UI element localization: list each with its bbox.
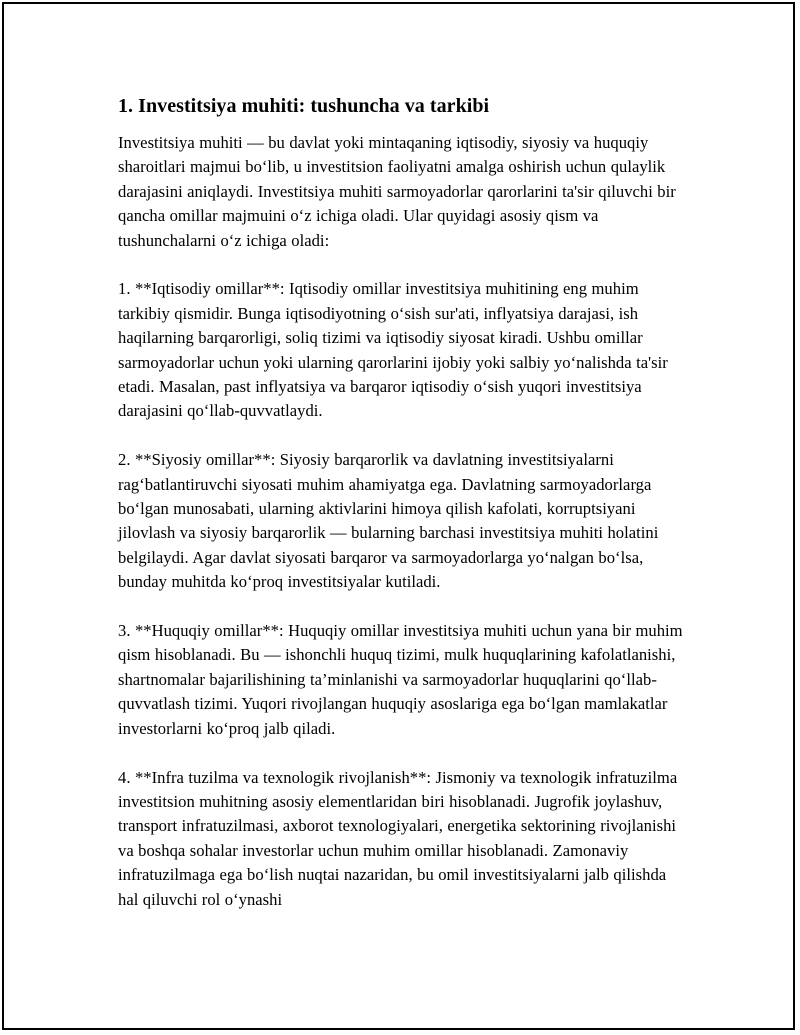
document-body: [118, 93, 690, 936]
section-heading: 1. Investitsiya muhiti: tushuncha va tarkibi: [118, 95, 490, 117]
legal-factors-paragraph: 3. **Huquqiy omillar**: Huquqiy omillar investitsiya muhiti uchun yana bir muhim qism hisoblanadi. Bu — ishonchli huquq tizimi, mulk huquqlarining kafolatlanishi, shartnomalar bajarilishining ta’minlanishi va sarmoyadorlar huquqlarini qo‘llab-quvvatlash tizimi. Yuqori rivojlangan huquqiy asoslariga ega bo‘lgan mamlakatlar investorlarni ko‘proq jalb qiladi.: [118, 621, 683, 738]
economic-factors-paragraph: 1. **Iqtisodiy omillar**: Iqtisodiy omillar investitsiya muhitining eng muhim tarkibiy qismidir. Bunga iqtisodiyotning o‘sish sur'ati, inflyatsiya darajasi, ish haqilarning barqarorligi, soliq tizimi va iqtisodiy siyosat kiradi. Ushbu omillar sarmoyadorlar uchun yoki ularning qarorlarini ijobiy yoki salbiy yo‘nalishda ta'sir etadi. Masalan, past inflyatsiya va barqaror iqtisodiy o‘sish yuqori investitsiya darajasini qo‘llab-quvvatlaydi.: [118, 279, 668, 421]
infrastructure-paragraph: 4. **Infra tuzilma va texnologik rivojlanish**: Jismoniy va texnologik infratuzilma investitsion muhitning asosiy elementlaridan biri hisoblanadi. Jugrofik joylashuv, transport infratuzilmasi, axborot texnologiyalari, energetika sektorining rivojlanishi va boshqa sohalar investorlar uchun muhim omillar hisoblanadi. Zamonaviy infratuzilmaga ega bo‘lish nuqtai nazaridan, bu omil investitsiyalarni jalb qilishda hal qiluvchi rol o‘ynashi: [118, 767, 678, 909]
intro-paragraph: Investitsiya muhiti — bu davlat yoki mintaqaning iqtisodiy, siyosiy va huquqiy sharoitlari majmui bo‘lib, u investitsion faoliyatni amalga oshirish uchun qulaylik darajasini aniqlaydi. Investitsiya muhiti sarmoyadorlar qarorlarini ta'sir qiluvchi bir qancha omillar majmuini o‘z ichiga oladi. Ular quyidagi asosiy qism va tushunchalarni o‘z ichiga oladi:: [118, 133, 676, 250]
political-factors-paragraph: 2. **Siyosiy omillar**: Siyosiy barqarorlik va davlatning investitsiyalarni rag‘batlantiruvchi siyosati muhim ahamiyatga ega. Davlatning sarmoyadorlarga bo‘lgan munosabati, ularning aktivlarini himoya qilish kafolati, korruptsiyani jilovlash va siyosiy barqarorlik — bularning barchasi investitsiya muhiti holatini belgilaydi. Agar davlat siyosati barqaror va sarmoyadorlarga yo‘nalgan bo‘lsa, bunday muhitda ko‘proq investitsiyalar kutiladi.: [118, 450, 659, 592]
